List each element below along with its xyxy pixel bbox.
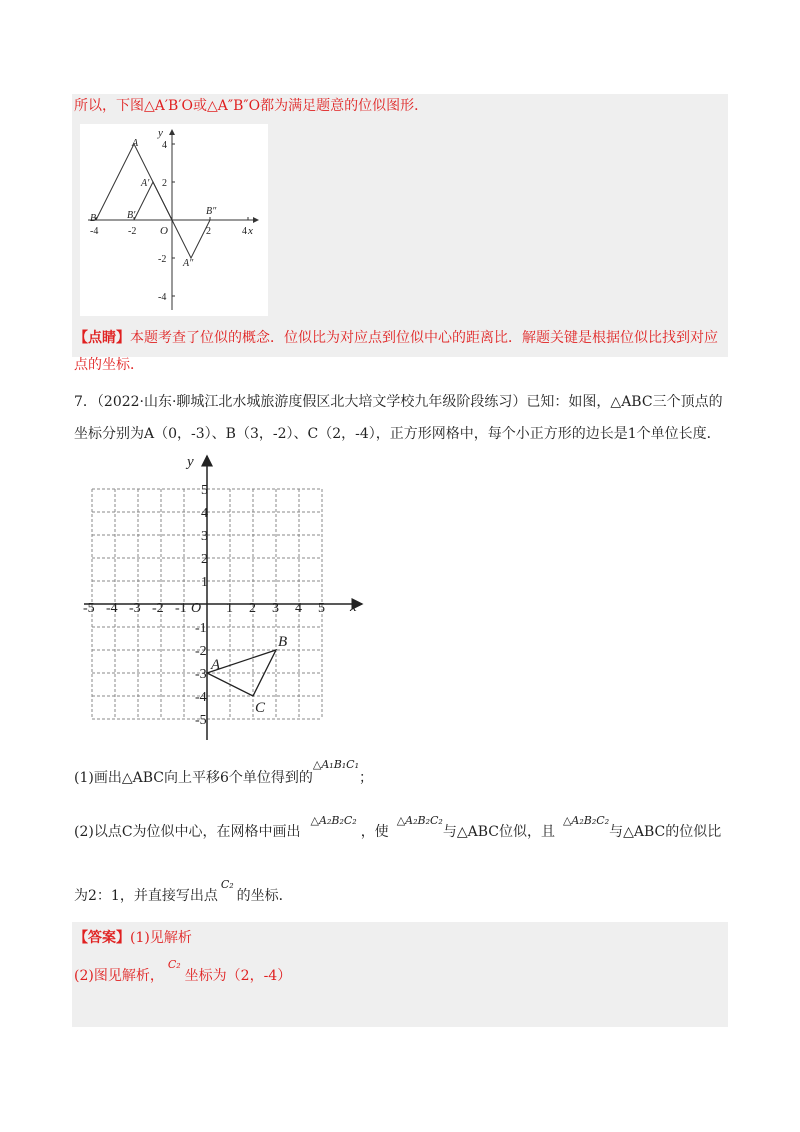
answer-line-2 [74, 958, 292, 987]
q2-part-a: (2)以点C为位似中心，在网格中画出 [74, 824, 301, 840]
fig1-tick-n4: -4 [90, 226, 99, 237]
grid-ytick-label: 3 [201, 529, 208, 544]
grid-label-y: y [187, 454, 194, 470]
fig1-tick-p4: 4 [242, 226, 247, 237]
grid-label-x: x [350, 599, 357, 615]
grid-ytick-label: -5 [195, 713, 207, 728]
fig1-tick-y2: 2 [162, 178, 167, 189]
grid-xtick-label: -4 [106, 601, 118, 616]
triangle-A2B2O [172, 220, 210, 258]
answer-c2: C₂ [167, 958, 181, 971]
q2-symbol-3: △A₂B₂C₂ [562, 814, 610, 827]
fig1-label-B1: B′ [127, 210, 136, 221]
fig1-tick-y4: 4 [162, 140, 167, 151]
fig1-label-O: O [160, 225, 168, 237]
grid-xtick-label: 5 [318, 601, 325, 616]
grid-xtick-label: -5 [83, 601, 95, 616]
fig1-tick-yn4: -4 [158, 292, 167, 303]
q2-line2-b: 的坐标． [236, 888, 293, 904]
fig1-label-A: A [132, 138, 139, 149]
q2-line2-a: 为2：1，并直接写出点 [74, 888, 218, 904]
q2-symbol-1: △A₂B₂C₂ [310, 814, 357, 827]
answer-2a: (2)图见解析， [74, 968, 164, 984]
comment-line-1 [74, 328, 718, 348]
question1-text: (1)画出△ABC向上平移6个单位得到的 [74, 770, 313, 786]
vertex-label-C: C [255, 700, 266, 716]
answer-line-1 [74, 928, 192, 948]
grid-origin-label: O [191, 601, 202, 616]
question1-symbol: △A₁B₁C₁ [312, 758, 360, 771]
answer-2b: 坐标为（2，-4） [184, 968, 292, 984]
grid-xtick-label: 2 [249, 601, 256, 616]
question1-end: ； [359, 770, 374, 786]
grid-ytick-label: -3 [195, 667, 207, 682]
grid-xtick-label: -1 [175, 601, 187, 616]
grid-xtick-label: 1 [226, 601, 233, 616]
q2-symbol-2: △A₂B₂C₂ [396, 814, 443, 827]
comment-line-2: 点的坐标． [74, 357, 144, 373]
q2-part-b: ，使 [360, 824, 389, 840]
q2-part-c: 与△ABC位似，且 [442, 824, 555, 840]
problem7-line1: 7．（2022·山东·聊城江北水城旅游度假区北大培文学校九年级阶段练习）已知：如图，△ABC三个顶点的 [74, 394, 723, 410]
vertex-label-B: B [278, 634, 288, 650]
grid-ytick-label: 5 [201, 483, 208, 498]
fig1-label-y: y [158, 127, 163, 139]
q2-point-c2: C₂ [220, 878, 234, 891]
fig1-label-B2: B″ [206, 206, 217, 217]
question1-line [74, 758, 374, 789]
comment-text-1: 本题考查了位似的概念．位似比为对应点到位似中心的距离比．解题关键是根据位似比找到对应 [130, 330, 718, 346]
vertex-label-A: A [211, 657, 221, 673]
question2-line2 [74, 878, 293, 907]
answer-tag: 【答案】 [74, 930, 130, 946]
grid-ytick-label: -1 [195, 621, 207, 636]
fig1-tick-p2: 2 [206, 226, 211, 237]
grid-ytick-label: 1 [201, 575, 208, 590]
answer-1: (1)见解析 [130, 930, 192, 946]
grid-xtick-label: -2 [152, 601, 164, 616]
grid-xtick-label: -3 [129, 601, 141, 616]
fig1-label-A2: A″ [183, 258, 194, 269]
similar-figure-diagram [80, 124, 268, 316]
grid-xtick-label: 4 [295, 601, 302, 616]
solution-conclusion: 所以，下图△A′B′O或△A″B″O都为满足题意的位似图形． [74, 98, 429, 114]
grid-ytick-label: -2 [195, 644, 207, 659]
triangle-AOB [96, 144, 172, 220]
fig1-label-B: B [90, 213, 97, 224]
grid-ytick-label: -4 [195, 690, 207, 705]
fig1-label-x: x [248, 225, 253, 237]
comment-tag: 【点睛】 [74, 330, 130, 346]
grid-svg [80, 452, 370, 744]
q2-part-d: 与△ABC的位似比 [609, 824, 722, 840]
fig1-label-A1: A′ [141, 178, 150, 189]
grid-ytick-label: 2 [201, 552, 208, 567]
fig1-tick-yn2: -2 [158, 254, 167, 265]
coordinate-grid-figure [80, 452, 370, 744]
grid-xtick-label: 3 [272, 601, 279, 616]
question2-line1 [74, 814, 722, 843]
fig1-tick-n2: -2 [128, 226, 137, 237]
grid-ytick-label: 4 [201, 506, 208, 521]
problem7-line2: 坐标分别为A（0，-3）、B（3，-2）、C（2，-4），正方形网格中，每个小正方形的边长是1个单位长度． [74, 426, 721, 442]
